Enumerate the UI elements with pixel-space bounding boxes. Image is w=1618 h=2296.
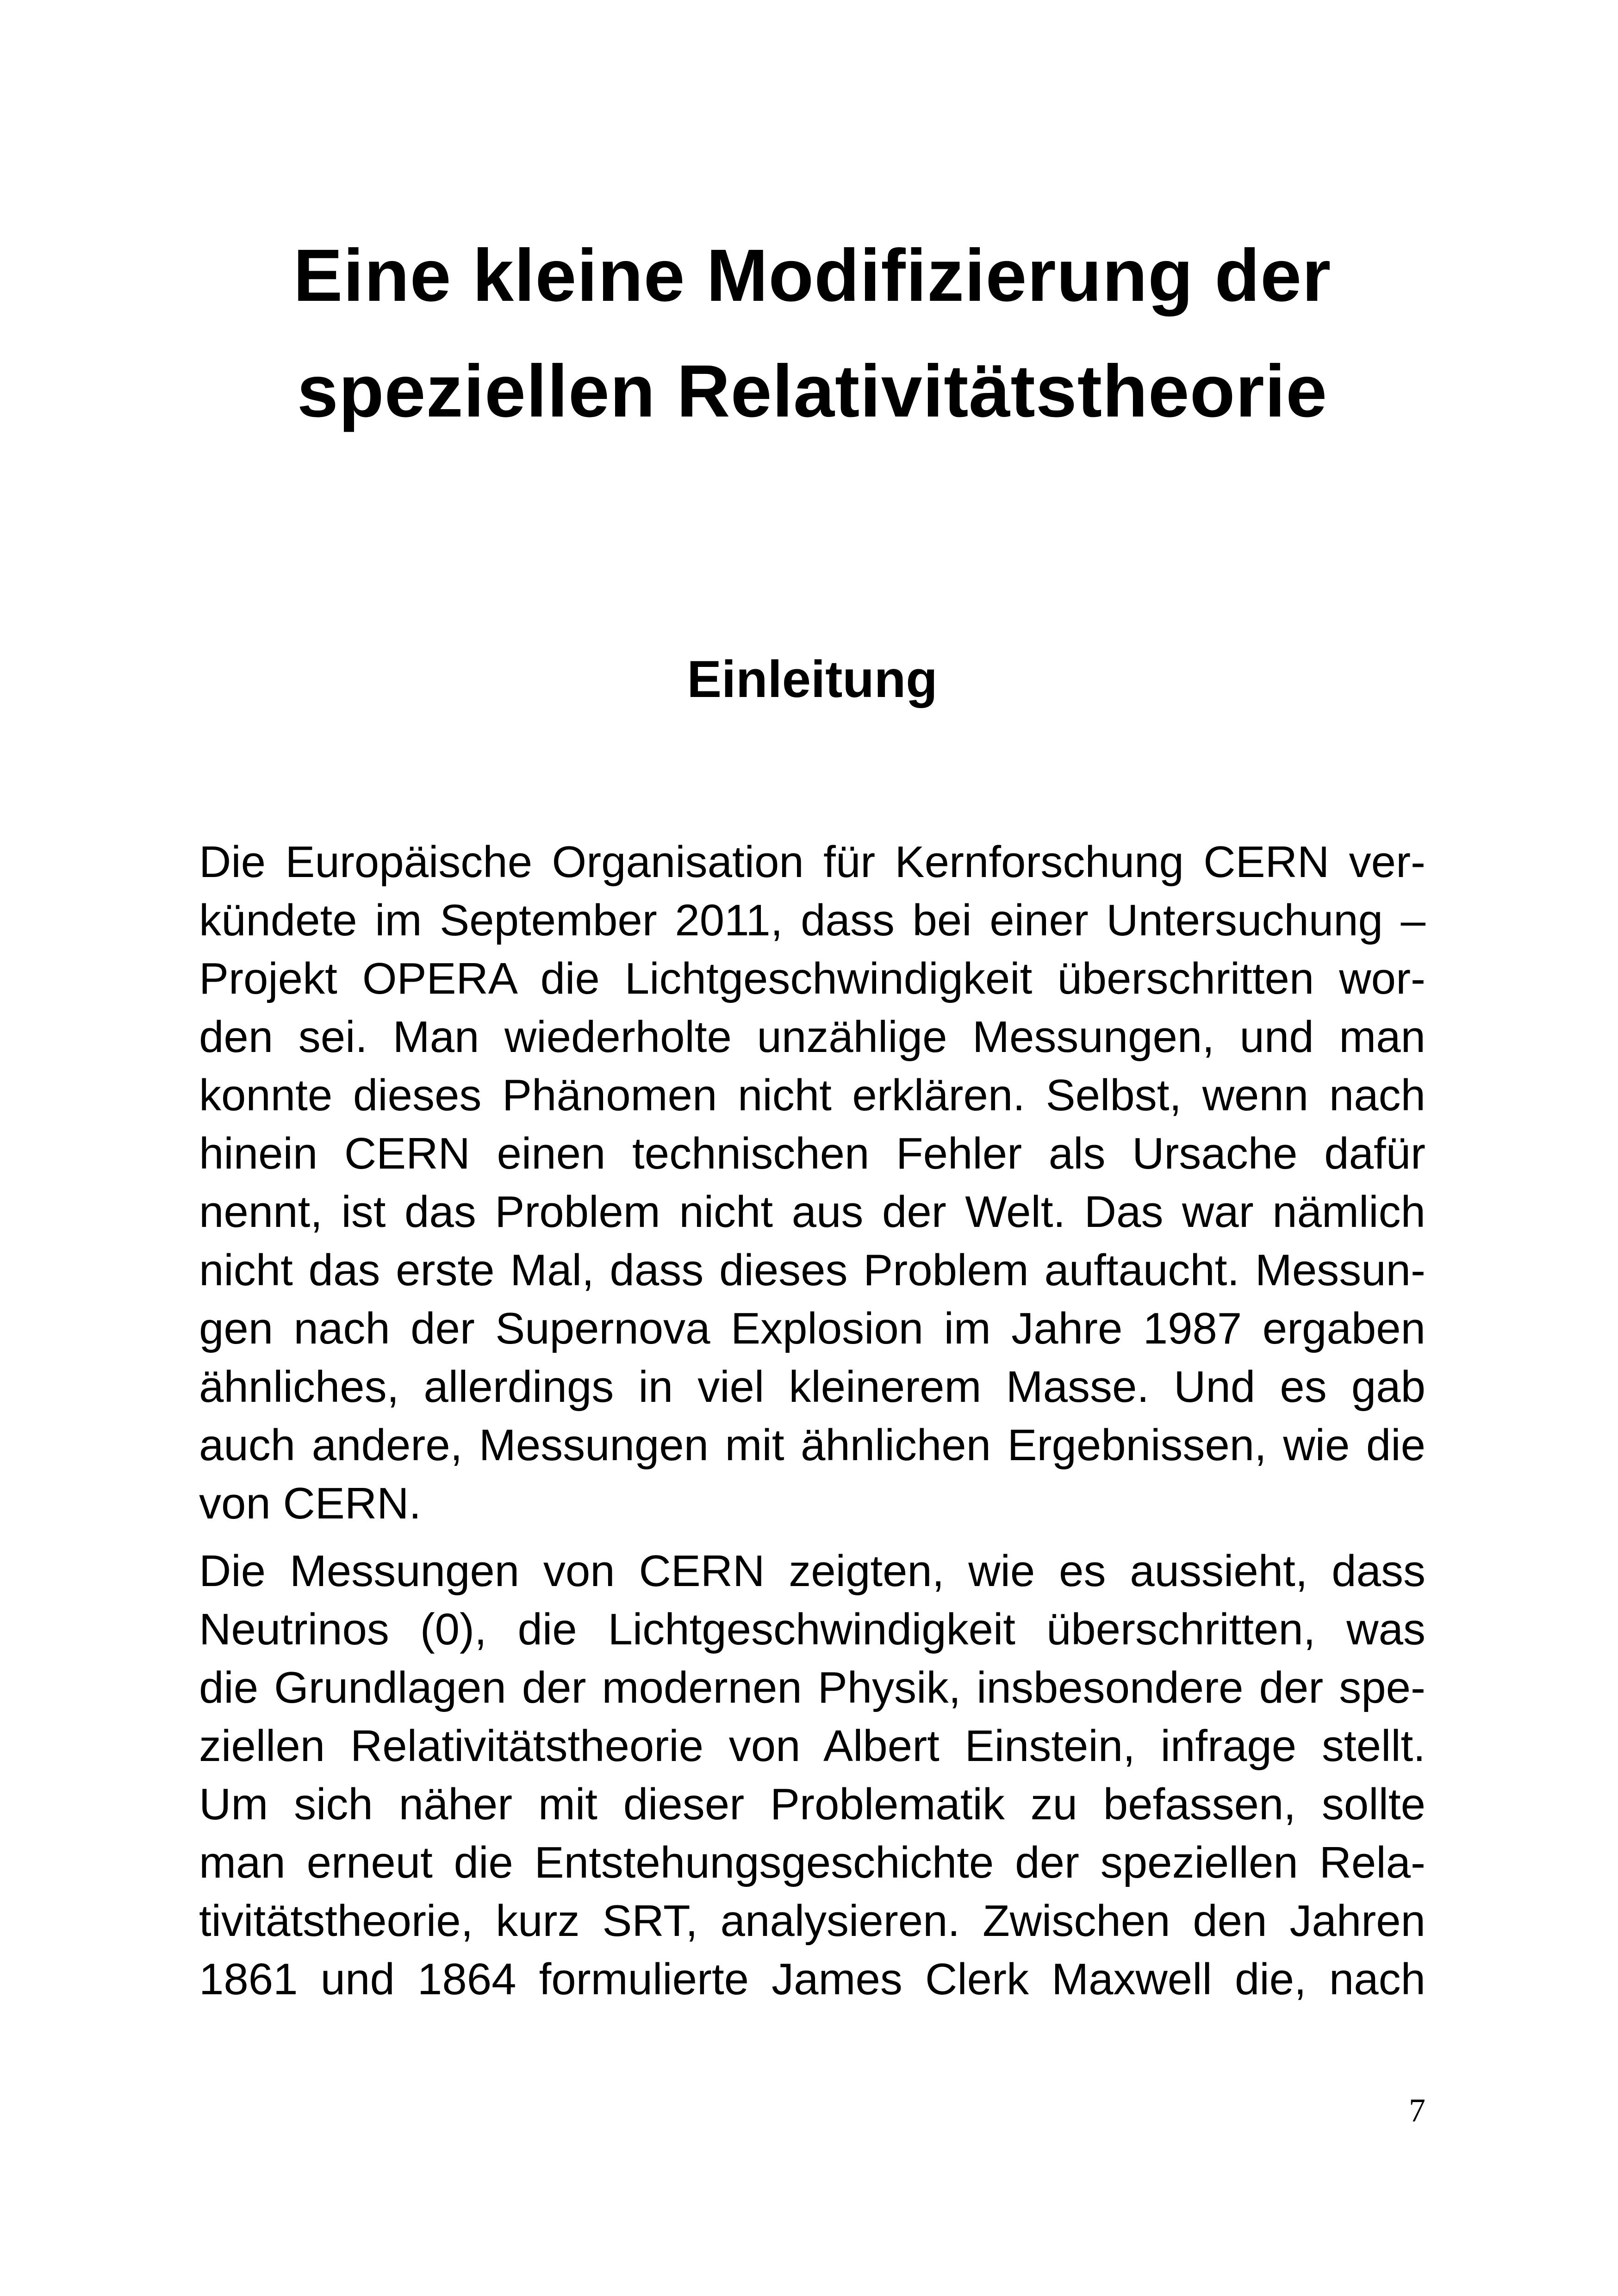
chapter-title-line: speziellen Relativitätstheorie: [297, 349, 1328, 432]
text-line: den sei. Man wiederholte unzählige Messungen, und man: [199, 1012, 1425, 1062]
text-line: die Grundlagen der modernen Physik, insbesondere der spe-: [199, 1663, 1425, 1712]
page-number: 7: [1409, 2092, 1425, 2129]
section-heading: Einleitung: [687, 650, 938, 708]
text-line: nennt, ist das Problem nicht aus der Welt. Das war nämlich: [199, 1187, 1425, 1237]
chapter-title-line: Eine kleine Modifizierung der: [293, 234, 1332, 317]
chapter-title: [199, 218, 1425, 449]
text-line: man erneut die Entstehungsgeschichte der speziellen Rela-: [199, 1838, 1425, 1887]
text-line: Projekt OPERA die Lichtgeschwindigkeit überschritten wor-: [199, 954, 1425, 1003]
text-line: tivitätstheorie, kurz SRT, analysieren. Zwischen den Jahren: [199, 1896, 1425, 1946]
text-line: Um sich näher mit dieser Problematik zu befassen, sollte: [199, 1780, 1425, 1829]
text-line: Die Messungen von CERN zeigten, wie es aussieht, dass: [199, 1546, 1425, 1596]
text-line: auch andere, Messungen mit ähnlichen Ergebnissen, wie die: [199, 1420, 1425, 1470]
text-line: kündete im September 2011, dass bei einer Untersuchung –: [199, 896, 1425, 945]
text-line: konnte dieses Phänomen nicht erklären. Selbst, wenn nach: [199, 1070, 1425, 1120]
text-line: nicht das erste Mal, dass dieses Problem auftaucht. Messun-: [199, 1245, 1425, 1295]
body-text: [199, 833, 1425, 2018]
text-line: von CERN.: [199, 1479, 422, 1528]
text-line: gen nach der Supernova Explosion im Jahre 1987 ergaben: [199, 1304, 1425, 1353]
text-line: hinein CERN einen technischen Fehler als Ursache dafür: [199, 1129, 1425, 1178]
text-line: 1861 und 1864 formulierte James Clerk Maxwell die, nach: [199, 1954, 1425, 2004]
text-line: ähnliches, allerdings in viel kleinerem Masse. Und es gab: [199, 1362, 1425, 1412]
paragraph-2: [199, 1542, 1425, 2009]
paragraph-1: [199, 833, 1425, 1533]
text-line: ziellen Relativitätstheorie von Albert Einstein, infrage stellt.: [199, 1721, 1425, 1771]
text-line: Die Europäische Organisation für Kernforschung CERN ver-: [199, 837, 1425, 887]
text-line: Neutrinos (0), die Lichtgeschwindigkeit überschritten, was: [199, 1605, 1425, 1654]
